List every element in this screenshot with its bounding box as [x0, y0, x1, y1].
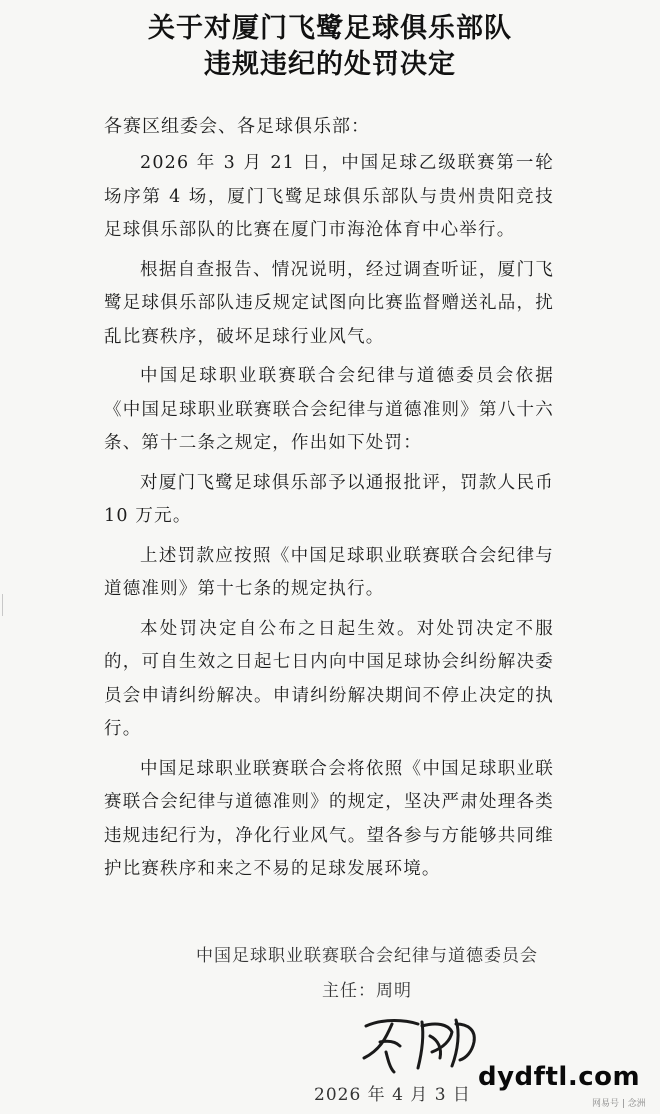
document-body [104, 147, 554, 893]
paragraph-basis: 中国足球职业联赛联合会纪律与道德委员会依据《中国足球职业联赛联合会纪律与道德准则》第八十六条、第十二条之规定，作出如下处罚： [104, 366, 554, 453]
salutation: 各赛区组委会、各足球俱乐部： [104, 116, 370, 137]
scan-margin-mark [2, 594, 3, 616]
signature-organization: 中国足球职业联赛联合会纪律与道德委员会 [196, 946, 538, 966]
document-title-line-2: 违规违纪的处罚决定 [204, 49, 456, 80]
document-title-line-1: 关于对厦门飞鹭足球俱乐部队 [148, 13, 512, 44]
signature-date: 2026 年 4 月 3 日 [314, 1085, 471, 1105]
paragraph-appeal: 本处罚决定自公布之日起生效。对处罚决定不服的，可自生效之日起七日内向中国足球协会纠纷解决委员会申请纠纷解决。申请纠纷解决期间不停止决定的执行。 [104, 618, 554, 739]
paragraph-findings: 根据自查报告、情况说明，经过调查听证，厦门飞鹭足球俱乐部队违反规定试图向比赛监督赠送礼品，扰乱比赛秩序，破坏足球行业风气。 [104, 259, 554, 347]
paragraph-closing: 中国足球职业联赛联合会将依照《中国足球职业联赛联合会纪律与道德准则》的规定，坚决严肃处理各类违规违纪行为，净化行业风气。望各参与方能够共同维护比赛秩序和来之不易的足球发展环境。 [104, 758, 554, 879]
handwritten-signature [356, 1012, 486, 1074]
source-watermark: 网易号 | 念洲 [592, 1099, 646, 1109]
site-watermark: dydftl.com [478, 1062, 641, 1092]
paragraph-incident: 2026 年 3 月 21 日，中国足球乙级联赛第一轮场序第 4 场，厦门飞鹭足球俱乐部队与贵州贵阳竞技足球俱乐部队的比赛在厦门市海沧体育中心举行。 [104, 153, 554, 240]
signature-title: 主任：周明 [322, 981, 412, 1001]
paragraph-penalty: 对厦门飞鹭足球俱乐部予以通报批评，罚款人民币 10 万元。 [104, 472, 554, 526]
paragraph-fine-execution: 上述罚款应按照《中国足球职业联赛联合会纪律与道德准则》第十七条的规定执行。 [104, 545, 554, 599]
